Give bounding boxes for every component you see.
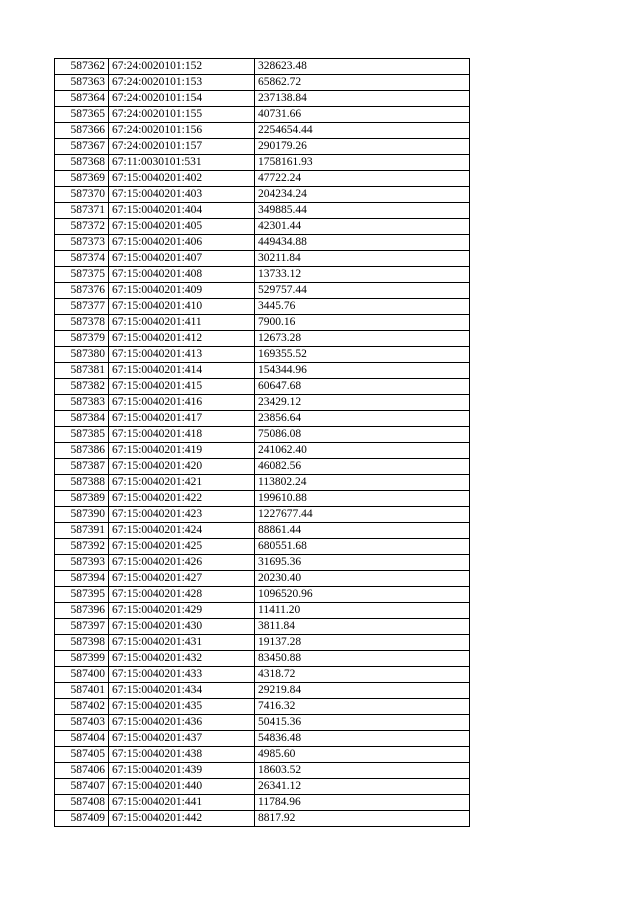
value-cell: 65862.72 [255,75,470,91]
row-number-cell: 587374 [55,251,109,267]
table-row [55,619,470,635]
cadastral-number-cell: 67:15:0040201:417 [109,411,255,427]
cadastral-number-cell: 67:24:0020101:153 [109,75,255,91]
row-number-cell: 587385 [55,427,109,443]
row-number-cell: 587396 [55,603,109,619]
table-row [55,171,470,187]
value-cell: 54836.48 [255,731,470,747]
value-cell: 29219.84 [255,683,470,699]
table-row [55,139,470,155]
value-cell: 154344.96 [255,363,470,379]
cadastral-number-cell: 67:15:0040201:428 [109,587,255,603]
cadastral-number-cell: 67:24:0020101:156 [109,123,255,139]
table-row [55,251,470,267]
value-cell: 13733.12 [255,267,470,283]
value-cell: 23429.12 [255,395,470,411]
row-number-cell: 587364 [55,91,109,107]
table-row [55,203,470,219]
row-number-cell: 587395 [55,587,109,603]
row-number-cell: 587366 [55,123,109,139]
table-row [55,123,470,139]
value-cell: 2254654.44 [255,123,470,139]
row-number-cell: 587408 [55,795,109,811]
row-number-cell: 587401 [55,683,109,699]
row-number-cell: 587367 [55,139,109,155]
value-cell: 1227677.44 [255,507,470,523]
cadastral-number-cell: 67:15:0040201:436 [109,715,255,731]
cadastral-number-cell: 67:15:0040201:413 [109,347,255,363]
table-row [55,363,470,379]
value-cell: 83450.88 [255,651,470,667]
table-row [55,443,470,459]
value-cell: 11411.20 [255,603,470,619]
table-row [55,59,470,75]
value-cell: 31695.36 [255,555,470,571]
value-cell: 349885.44 [255,203,470,219]
value-cell: 50415.36 [255,715,470,731]
value-cell: 18603.52 [255,763,470,779]
table-row [55,107,470,123]
row-number-cell: 587382 [55,379,109,395]
row-number-cell: 587404 [55,731,109,747]
row-number-cell: 587406 [55,763,109,779]
value-cell: 529757.44 [255,283,470,299]
row-number-cell: 587378 [55,315,109,331]
cadastral-number-cell: 67:15:0040201:422 [109,491,255,507]
cadastral-number-cell: 67:15:0040201:418 [109,427,255,443]
table-row [55,667,470,683]
cadastral-number-cell: 67:15:0040201:423 [109,507,255,523]
cadastral-number-cell: 67:15:0040201:426 [109,555,255,571]
value-cell: 60647.68 [255,379,470,395]
cadastral-number-cell: 67:15:0040201:406 [109,235,255,251]
value-cell: 113802.24 [255,475,470,491]
row-number-cell: 587389 [55,491,109,507]
cadastral-number-cell: 67:15:0040201:407 [109,251,255,267]
row-number-cell: 587409 [55,811,109,827]
value-cell: 11784.96 [255,795,470,811]
row-number-cell: 587399 [55,651,109,667]
cadastral-number-cell: 67:15:0040201:421 [109,475,255,491]
cadastral-number-cell: 67:15:0040201:432 [109,651,255,667]
cadastral-number-cell: 67:15:0040201:438 [109,747,255,763]
table-row [55,507,470,523]
table-row [55,651,470,667]
cadastral-number-cell: 67:15:0040201:439 [109,763,255,779]
value-cell: 40731.66 [255,107,470,123]
value-cell: 1758161.93 [255,155,470,171]
value-cell: 26341.12 [255,779,470,795]
table-row [55,395,470,411]
row-number-cell: 587371 [55,203,109,219]
table-row [55,379,470,395]
value-cell: 75086.08 [255,427,470,443]
value-cell: 199610.88 [255,491,470,507]
value-cell: 42301.44 [255,219,470,235]
value-cell: 20230.40 [255,571,470,587]
value-cell: 4985.60 [255,747,470,763]
row-number-cell: 587370 [55,187,109,203]
row-number-cell: 587368 [55,155,109,171]
cadastral-number-cell: 67:24:0020101:152 [109,59,255,75]
table-row [55,235,470,251]
row-number-cell: 587405 [55,747,109,763]
row-number-cell: 587379 [55,331,109,347]
table-row [55,571,470,587]
value-cell: 449434.88 [255,235,470,251]
table-row [55,523,470,539]
cadastral-number-cell: 67:24:0020101:155 [109,107,255,123]
row-number-cell: 587363 [55,75,109,91]
cadastral-number-cell: 67:15:0040201:403 [109,187,255,203]
value-cell: 46082.56 [255,459,470,475]
table-row [55,91,470,107]
row-number-cell: 587393 [55,555,109,571]
row-number-cell: 587394 [55,571,109,587]
cadastral-number-cell: 67:15:0040201:427 [109,571,255,587]
row-number-cell: 587398 [55,635,109,651]
row-number-cell: 587386 [55,443,109,459]
table-row [55,635,470,651]
row-number-cell: 587362 [55,59,109,75]
value-cell: 47722.24 [255,171,470,187]
value-cell: 680551.68 [255,539,470,555]
cadastral-number-cell: 67:15:0040201:402 [109,171,255,187]
value-cell: 1096520.96 [255,587,470,603]
table-row [55,299,470,315]
value-cell: 7900.16 [255,315,470,331]
cadastral-number-cell: 67:15:0040201:437 [109,731,255,747]
table-row [55,555,470,571]
value-cell: 7416.32 [255,699,470,715]
value-cell: 290179.26 [255,139,470,155]
cadastral-number-cell: 67:24:0020101:157 [109,139,255,155]
row-number-cell: 587383 [55,395,109,411]
row-number-cell: 587377 [55,299,109,315]
table-row [55,715,470,731]
value-cell: 23856.64 [255,411,470,427]
row-number-cell: 587397 [55,619,109,635]
value-cell: 328623.48 [255,59,470,75]
cadastral-number-cell: 67:15:0040201:405 [109,219,255,235]
table-row [55,427,470,443]
value-cell: 88861.44 [255,523,470,539]
table-row [55,155,470,171]
cadastral-number-cell: 67:15:0040201:416 [109,395,255,411]
table-row [55,475,470,491]
table-row [55,267,470,283]
cadastral-number-cell: 67:15:0040201:435 [109,699,255,715]
table-row [55,315,470,331]
table-row [55,187,470,203]
cadastral-number-cell: 67:11:0030101:531 [109,155,255,171]
cadastral-number-cell: 67:15:0040201:442 [109,811,255,827]
cadastral-number-cell: 67:15:0040201:430 [109,619,255,635]
cadastral-number-cell: 67:15:0040201:440 [109,779,255,795]
table-row [55,603,470,619]
value-cell: 30211.84 [255,251,470,267]
cadastral-number-cell: 67:15:0040201:410 [109,299,255,315]
cadastral-number-cell: 67:15:0040201:420 [109,459,255,475]
table-row [55,763,470,779]
cadastral-number-cell: 67:15:0040201:404 [109,203,255,219]
table-row [55,779,470,795]
row-number-cell: 587380 [55,347,109,363]
cadastral-number-cell: 67:15:0040201:411 [109,315,255,331]
table-row [55,283,470,299]
row-number-cell: 587403 [55,715,109,731]
cadastral-number-cell: 67:15:0040201:412 [109,331,255,347]
row-number-cell: 587387 [55,459,109,475]
cadastral-number-cell: 67:15:0040201:441 [109,795,255,811]
cadastral-number-cell: 67:15:0040201:425 [109,539,255,555]
table-row [55,795,470,811]
row-number-cell: 587400 [55,667,109,683]
row-number-cell: 587372 [55,219,109,235]
value-cell: 169355.52 [255,347,470,363]
cadastral-number-cell: 67:24:0020101:154 [109,91,255,107]
cadastral-number-cell: 67:15:0040201:433 [109,667,255,683]
cadastral-number-cell: 67:15:0040201:415 [109,379,255,395]
table-row [55,731,470,747]
table-row [55,219,470,235]
value-cell: 204234.24 [255,187,470,203]
table-row [55,747,470,763]
row-number-cell: 587373 [55,235,109,251]
row-number-cell: 587381 [55,363,109,379]
table-row [55,75,470,91]
table-body [55,59,470,827]
cadastral-number-cell: 67:15:0040201:419 [109,443,255,459]
row-number-cell: 587365 [55,107,109,123]
row-number-cell: 587375 [55,267,109,283]
table-row [55,811,470,827]
row-number-cell: 587392 [55,539,109,555]
cadastral-number-cell: 67:15:0040201:424 [109,523,255,539]
value-cell: 237138.84 [255,91,470,107]
cadastral-number-cell: 67:15:0040201:429 [109,603,255,619]
row-number-cell: 587369 [55,171,109,187]
cadastral-number-cell: 67:15:0040201:408 [109,267,255,283]
table-row [55,587,470,603]
row-number-cell: 587391 [55,523,109,539]
cadastral-number-cell: 67:15:0040201:434 [109,683,255,699]
value-cell: 19137.28 [255,635,470,651]
table-row [55,683,470,699]
value-cell: 3811.84 [255,619,470,635]
row-number-cell: 587388 [55,475,109,491]
cadastral-value-table [54,58,470,827]
cadastral-number-cell: 67:15:0040201:409 [109,283,255,299]
value-cell: 4318.72 [255,667,470,683]
row-number-cell: 587384 [55,411,109,427]
row-number-cell: 587402 [55,699,109,715]
row-number-cell: 587376 [55,283,109,299]
cadastral-number-cell: 67:15:0040201:431 [109,635,255,651]
row-number-cell: 587407 [55,779,109,795]
cadastral-number-cell: 67:15:0040201:414 [109,363,255,379]
table-row [55,459,470,475]
table-row [55,491,470,507]
table-row [55,699,470,715]
value-cell: 8817.92 [255,811,470,827]
row-number-cell: 587390 [55,507,109,523]
value-cell: 12673.28 [255,331,470,347]
table-row [55,539,470,555]
value-cell: 3445.76 [255,299,470,315]
table-row [55,331,470,347]
table-row [55,347,470,363]
table-row [55,411,470,427]
value-cell: 241062.40 [255,443,470,459]
